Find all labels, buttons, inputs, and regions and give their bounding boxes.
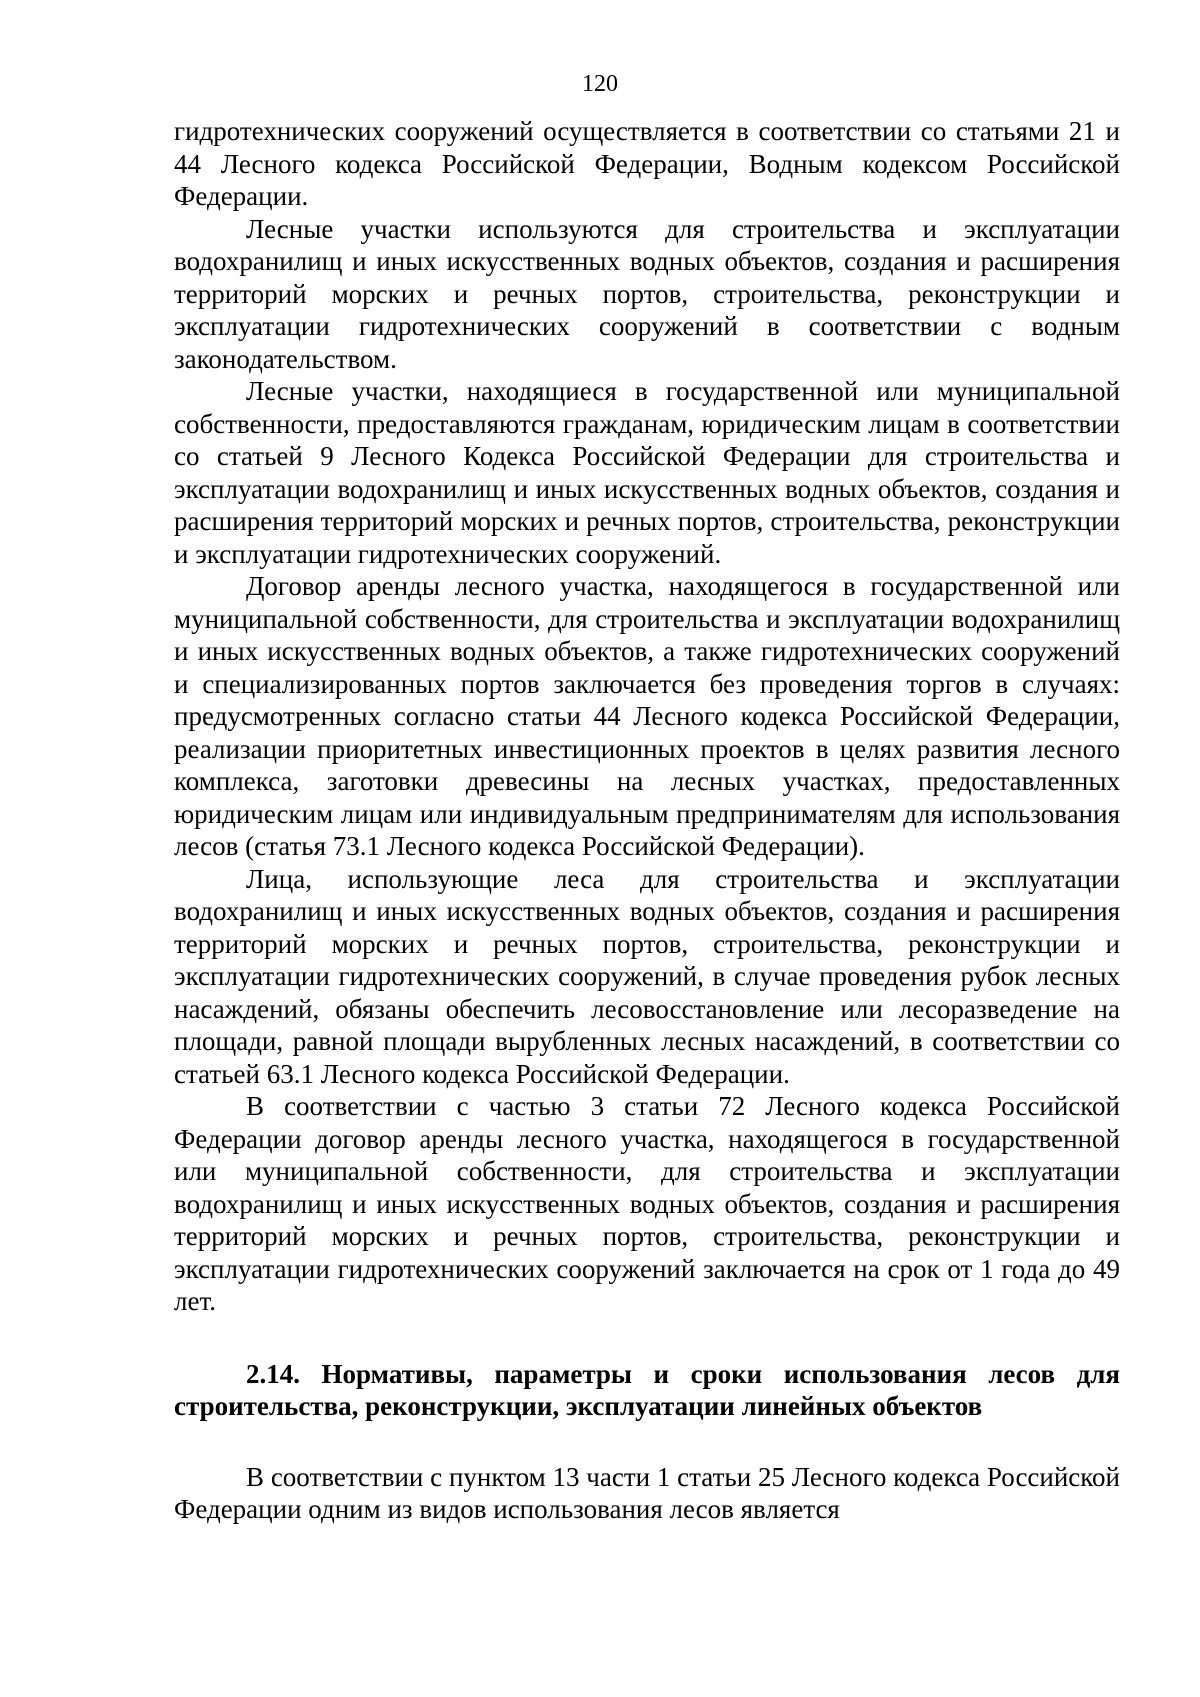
paragraph: В соответствии с частью 3 статьи 72 Лесного кодекса Российской Федерации договор аренды лесного участка, находящегося в государственной или муниципальной собственности, для строительства и эксплуатации водохранилищ и иных искусственных водных объектов, создания и расширения территорий морских и речных портов, строительства, реконструкции и эксплуатации гидротехнических сооружений заключается на срок от 1 года до 49 лет. xyxy=(174,1091,1120,1316)
paragraph: Лесные участки, находящиеся в государственной или муниципальной собственности, предоставляются гражданам, юридическим лицам в соответствии со статьей 9 Лесного Кодекса Российской Федерации для строительства и эксплуатации водохранилищ и иных искусственных водных объектов, создания и расширения территорий морских и речных портов, строительства, реконструкции и эксплуатации гидротехнических сооружений. xyxy=(174,376,1120,569)
paragraph: Лица, использующие леса для строительства и эксплуатации водохранилищ и иных искусственных водных объектов, создания и расширения территорий морских и речных портов, строительства, реконструкции и эксплуатации гидротехнических сооружений, в случае проведения рубок лесных насаждений, обязаны обеспечить лесовосстановление или лесоразведение на площади, равной площади вырубленных лесных насаждений, в соответствии со статьей 63.1 Лесного кодекса Российской Федерации. xyxy=(174,863,1120,1089)
paragraph: В соответствии с пунктом 13 части 1 статьи 25 Лесного кодекса Российской Федерации одним из видов использования лесов является xyxy=(174,1461,1120,1524)
section-heading: 2.14. Нормативы, параметры и сроки использования лесов для строительства, реконструкции, эксплуатации линейных объектов xyxy=(174,1358,1120,1421)
paragraph: Договор аренды лесного участка, находящегося в государственной или муниципальной собственности, для строительства и эксплуатации водохранилищ и иных искусственных водных объектов, а также гидротехнических сооружений и специализированных портов заключается без проведения торгов в случаях: предусмотренных согласно статьи 44 Лесного кодекса Российской Федерации, реализации приоритетных инвестиционных проектов в целях развития лесного комплекса, заготовки древесины на лесных участках, предоставленных юридическим лицам или индивидуальным предпринимателям для использования лесов (статья 73.1 Лесного кодекса Российской Федерации). xyxy=(174,571,1120,861)
document-body xyxy=(174,115,1120,1526)
page-number: 120 xyxy=(582,71,618,97)
paragraph-continuation: гидротехнических сооружений осуществляется в соответствии со статьями 21 и 44 Лесного кодекса Российской Федерации, Водным кодексом Российской Федерации. xyxy=(174,116,1120,211)
paragraph: Лесные участки используются для строительства и эксплуатации водохранилищ и иных искусственных водных объектов, создания и расширения территорий морских и речных портов, строительства, реконструкции и эксплуатации гидротехнических сооружений в соответствии с водным законодательством. xyxy=(174,213,1120,374)
